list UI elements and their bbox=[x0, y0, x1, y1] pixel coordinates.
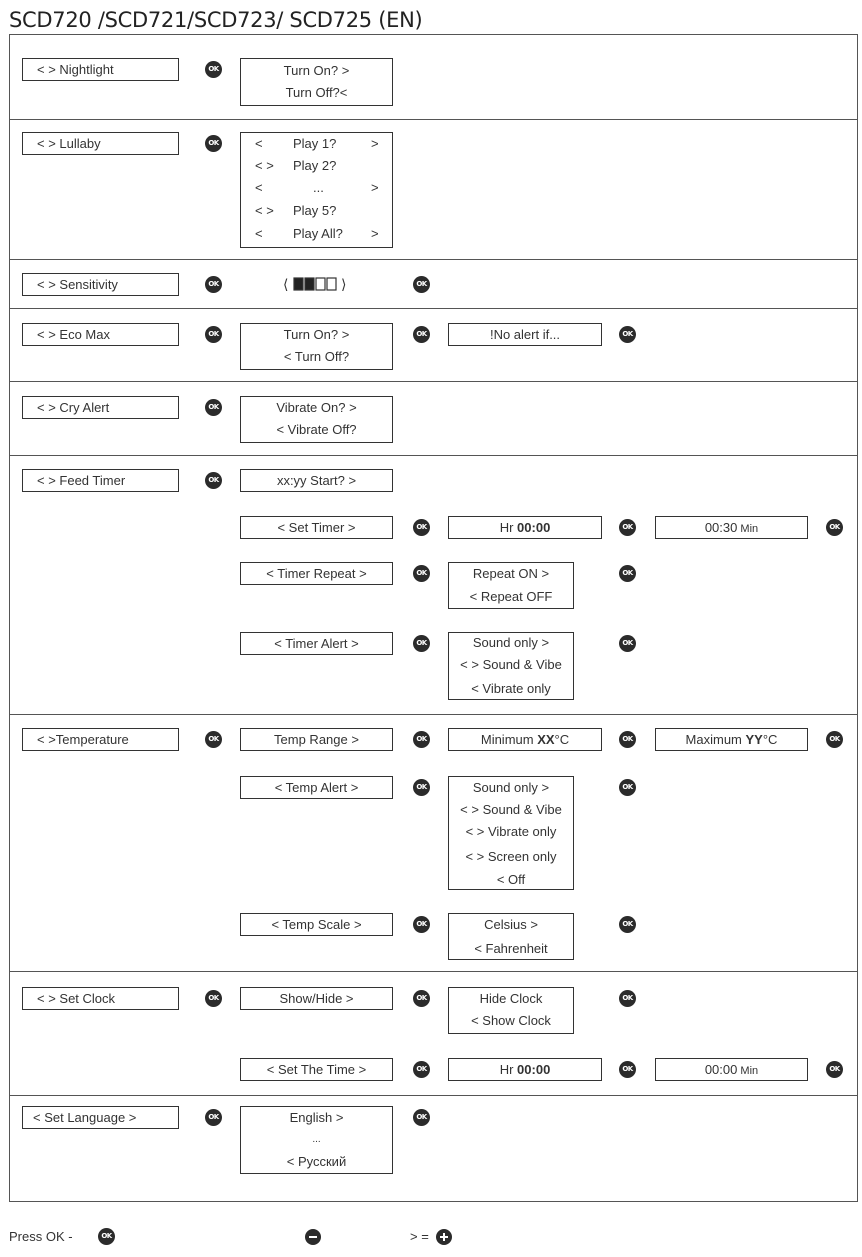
menu-tree-frame bbox=[9, 34, 858, 1202]
feed-timer-repeat[interactable]: < Timer Repeat > bbox=[240, 562, 393, 585]
ok-button-icon: OK bbox=[413, 565, 430, 582]
menu-eco-max[interactable]: < > Eco Max bbox=[22, 323, 179, 346]
menu-set-clock[interactable]: < > Set Clock bbox=[22, 987, 179, 1010]
ok-button-icon: OK bbox=[826, 1061, 843, 1078]
menu-set-language[interactable]: < Set Language > bbox=[22, 1106, 179, 1129]
ok-button-icon: OK bbox=[619, 326, 636, 343]
ok-button-icon: OK bbox=[413, 1109, 430, 1126]
ok-button-icon: OK bbox=[413, 276, 430, 293]
sensitivity-level-indicator[interactable] bbox=[283, 275, 349, 293]
option-hide-clock: Hide Clock bbox=[479, 991, 543, 1006]
option-ellipsis: ... bbox=[313, 180, 324, 195]
option-celsius: Celsius > bbox=[484, 917, 538, 932]
option-english: English > bbox=[289, 1110, 344, 1125]
menu-sensitivity[interactable]: < > Sensitivity bbox=[22, 273, 179, 296]
menu-feed-timer[interactable]: < > Feed Timer bbox=[22, 469, 179, 492]
ok-button-icon: OK bbox=[413, 990, 430, 1007]
option-sound-only: Sound only > bbox=[472, 635, 550, 650]
ok-button-icon: OK bbox=[205, 472, 222, 489]
feed-repeat-options[interactable] bbox=[448, 562, 574, 609]
option-ellipsis: ... bbox=[312, 1134, 321, 1145]
ok-button-icon: OK bbox=[205, 990, 222, 1007]
option-vibrate-only: < > Vibrate only bbox=[465, 824, 557, 839]
section-divider bbox=[9, 381, 858, 382]
ok-button-icon: OK bbox=[619, 565, 636, 582]
ok-button-icon: OK bbox=[98, 1228, 115, 1245]
ok-button-icon: OK bbox=[205, 731, 222, 748]
temp-maximum-field[interactable]: Maximum YY°C bbox=[655, 728, 808, 751]
ok-button-icon: OK bbox=[619, 519, 636, 536]
ok-button-icon: OK bbox=[413, 635, 430, 652]
ok-button-icon: OK bbox=[413, 519, 430, 536]
temp-minimum-field[interactable]: Minimum XX°C bbox=[448, 728, 602, 751]
feed-set-timer[interactable]: < Set Timer > bbox=[240, 516, 393, 539]
sensitivity-bar-empty bbox=[316, 278, 325, 290]
sensitivity-bar-filled bbox=[305, 278, 314, 290]
eco-no-alert-note: !No alert if... bbox=[448, 323, 602, 346]
menu-cry-alert[interactable]: < > Cry Alert bbox=[22, 396, 179, 419]
section-divider bbox=[9, 119, 858, 120]
ok-button-icon: OK bbox=[413, 779, 430, 796]
option-vibrate-only: < Vibrate only bbox=[471, 681, 551, 696]
section-divider bbox=[9, 971, 858, 972]
ok-button-icon: OK bbox=[205, 399, 222, 416]
ok-button-icon: OK bbox=[205, 135, 222, 152]
chevron-left-icon: ⟨ bbox=[283, 277, 289, 293]
clock-minute-field[interactable]: 00:00 Min bbox=[655, 1058, 808, 1081]
ok-button-icon: OK bbox=[619, 635, 636, 652]
cry-alert-options[interactable] bbox=[240, 396, 393, 443]
ok-button-icon: OK bbox=[619, 779, 636, 796]
feed-alert-options[interactable] bbox=[448, 632, 574, 700]
option-fahrenheit: < Fahrenheit bbox=[474, 941, 548, 956]
option-turn-off: < Turn Off? bbox=[283, 349, 350, 364]
ok-button-icon: OK bbox=[205, 61, 222, 78]
feed-minute-field[interactable]: 00:30 Min bbox=[655, 516, 808, 539]
sensitivity-bar-filled bbox=[294, 278, 303, 290]
feed-hour-field[interactable]: Hr 00:00 bbox=[448, 516, 602, 539]
menu-nightlight[interactable]: < > Nightlight bbox=[22, 58, 179, 81]
option-show-clock: < Show Clock bbox=[471, 1013, 551, 1028]
section-divider bbox=[9, 308, 858, 309]
ok-button-icon: OK bbox=[413, 731, 430, 748]
ok-button-icon: OK bbox=[205, 276, 222, 293]
ok-button-icon: OK bbox=[619, 916, 636, 933]
lullaby-options[interactable]: < Play 1? > < > Play 2? < ... > < > Play 5? < Play All? > bbox=[240, 132, 393, 248]
option-screen-only: < > Screen only bbox=[465, 849, 557, 864]
sensitivity-bar-empty bbox=[327, 278, 336, 290]
minus-button-icon bbox=[305, 1229, 321, 1245]
option-vibrate-off: < Vibrate Off? bbox=[276, 422, 357, 437]
page-title: SCD720 /SCD721/SCD723/ SCD725 (EN) bbox=[9, 8, 423, 32]
legend-greater-equals: > = bbox=[410, 1229, 429, 1244]
clock-set-the-time[interactable]: < Set The Time > bbox=[240, 1058, 393, 1081]
nightlight-options[interactable] bbox=[240, 58, 393, 106]
ok-button-icon: OK bbox=[619, 731, 636, 748]
option-repeat-off: < Repeat OFF bbox=[469, 589, 553, 604]
ok-button-icon: OK bbox=[413, 1061, 430, 1078]
ok-button-icon: OK bbox=[619, 990, 636, 1007]
menu-lullaby[interactable]: < > Lullaby bbox=[22, 132, 179, 155]
eco-max-options[interactable] bbox=[240, 323, 393, 370]
option-repeat-on: Repeat ON > bbox=[472, 566, 550, 581]
clock-hour-field[interactable]: Hr 00:00 bbox=[448, 1058, 602, 1081]
option-russian: < Русский bbox=[286, 1154, 347, 1169]
feed-timer-alert[interactable]: < Timer Alert > bbox=[240, 632, 393, 655]
clock-show-hide[interactable]: Show/Hide > bbox=[240, 987, 393, 1010]
ok-button-icon: OK bbox=[826, 519, 843, 536]
temp-alert[interactable]: < Temp Alert > bbox=[240, 776, 393, 799]
option-turn-off: Turn Off?< bbox=[285, 85, 348, 100]
feed-start-option[interactable]: xx:yy Start? > bbox=[240, 469, 393, 492]
ok-button-icon: OK bbox=[413, 326, 430, 343]
option-sound-only: Sound only > bbox=[472, 780, 550, 795]
option-turn-on: Turn On? > bbox=[283, 63, 350, 78]
section-divider bbox=[9, 714, 858, 715]
option-off: < Off bbox=[496, 872, 526, 887]
section-divider bbox=[9, 455, 858, 456]
section-divider bbox=[9, 259, 858, 260]
ok-button-icon: OK bbox=[205, 326, 222, 343]
ok-button-icon: OK bbox=[826, 731, 843, 748]
clock-show-hide-options[interactable] bbox=[448, 987, 574, 1034]
legend-press-ok: Press OK - bbox=[9, 1229, 73, 1244]
option-play-1: Play 1? bbox=[293, 136, 337, 151]
plus-button-icon bbox=[436, 1229, 452, 1245]
ok-button-icon: OK bbox=[619, 1061, 636, 1078]
option-play-all: Play All? bbox=[293, 226, 343, 241]
option-vibrate-on: Vibrate On? > bbox=[276, 400, 357, 415]
option-sound-vibe: < > Sound & Vibe bbox=[460, 657, 562, 672]
menu-temperature[interactable]: < >Temperature bbox=[22, 728, 179, 751]
temp-scale[interactable]: < Temp Scale > bbox=[240, 913, 393, 936]
language-options[interactable] bbox=[240, 1106, 393, 1174]
section-divider bbox=[9, 1095, 858, 1096]
temp-scale-options[interactable] bbox=[448, 913, 574, 960]
chevron-right-icon: ⟩ bbox=[341, 277, 347, 293]
ok-button-icon: OK bbox=[413, 916, 430, 933]
option-sound-vibe: < > Sound & Vibe bbox=[460, 802, 562, 817]
temp-range[interactable]: Temp Range > bbox=[240, 728, 393, 751]
ok-button-icon: OK bbox=[205, 1109, 222, 1126]
temp-alert-options[interactable] bbox=[448, 776, 574, 890]
option-play-2: Play 2? bbox=[293, 158, 337, 173]
option-turn-on: Turn On? > bbox=[283, 327, 350, 342]
option-play-5: Play 5? bbox=[293, 203, 337, 218]
